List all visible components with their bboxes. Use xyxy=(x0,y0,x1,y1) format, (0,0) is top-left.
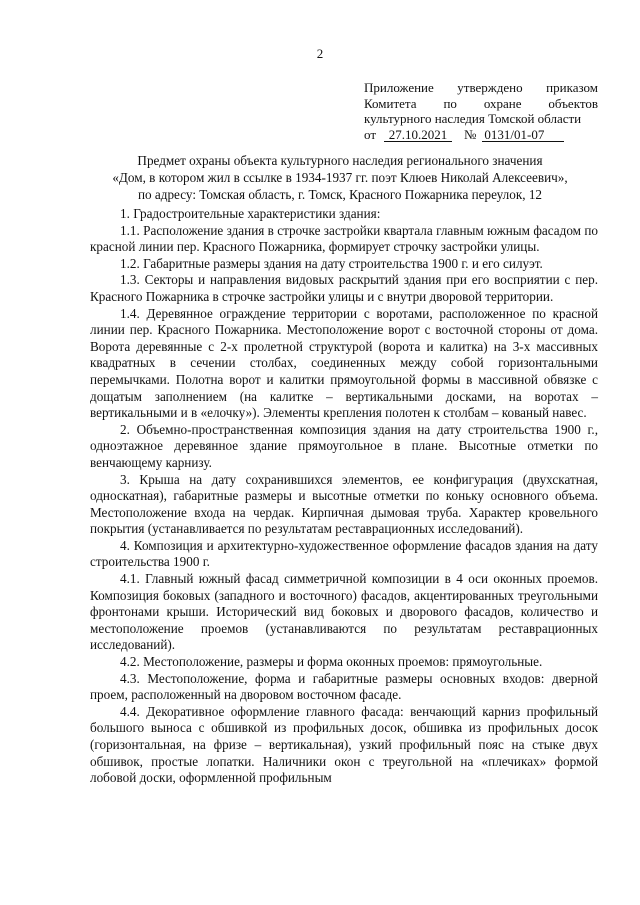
document-body xyxy=(90,206,598,787)
approval-line-3: культурного наследия Томской области xyxy=(364,111,582,126)
approval-from-label: от xyxy=(364,126,377,142)
paragraph: 4.1. Главный южный фасад симметричной композиции в 4 оси оконных проемов. Композиция боковых (западного и восточного) фасадов, акцентированных треугольными фронтонами крыши. Исторический вид боковых и дворового фасадов, количество и местоположение проемов (устанавливаются по результатам реставрационных исследований). xyxy=(90,571,598,653)
approval-line-2: Комитета по охране объектов xyxy=(364,95,598,111)
document-title xyxy=(90,152,590,203)
approval-number: 0131/01-07 xyxy=(482,129,564,142)
title-line-2: «Дом, в котором жил в ссылке в 1934-1937 гг. поэт Клюев Николай Алексеевич», xyxy=(112,170,568,185)
paragraph: 4. Композиция и архитектурно-художественное оформление фасадов здания на дату строительства 1900 г. xyxy=(90,537,598,570)
approval-block xyxy=(364,80,598,142)
approval-line-1: Приложение утверждено приказом xyxy=(364,80,598,95)
paragraph: 4.4. Декоративное оформление главного фасада: венчающий карниз профильный большого выноса с обшивкой из профильных досок, обшивка из профильных досок (горизонтальная, на фризе – вертикальная), узкий профильный пояс на стыке двух обшивок, простые лопатки. Наличники окон с треугольной на «плечиках» формой лобовой доски, оформленной профильным xyxy=(90,703,598,786)
title-line-1: Предмет охраны объекта культурного наследия регионального значения xyxy=(137,153,543,168)
paragraph: 1.1. Расположение здания в строчке застройки квартала главным южным фасадом по красной линии пер. Красного Пожарника, формирует строчку застройки улицы. xyxy=(90,222,598,255)
approval-date: 27.10.2021 xyxy=(384,129,452,142)
paragraph: 1. Градостроительные характеристики здания: xyxy=(120,206,381,221)
paragraph: 1.2. Габаритные размеры здания на дату строительства 1900 г. и его силуэт. xyxy=(120,255,543,271)
paragraph: 1.4. Деревянное ограждение территории с воротами, расположенное по красной линии пер. Красного Пожарника. Местоположение ворот с восточной стороны от дома. Ворота деревянные с 2-х пролетной структурой (ворота и калитка) на 3-х массивных квадратных в сечении столбах, соединенных между собой горизонтальными перемычками. Полотна ворот и калитки прямоугольной формы в массивной обвязке с дощатым заполнением (на калитке – вертикальными досками, на воротах – вертикальными и в «елочку»). Элементы крепления полотен к столбам – кованый навес. xyxy=(90,305,598,421)
title-line-3: по адресу: Томская область, г. Томск, Красного Пожарника переулок, 12 xyxy=(137,187,543,202)
approval-date-line xyxy=(364,127,598,143)
approval-number-label: № xyxy=(464,126,477,142)
paragraph: 2. Объемно-пространственная композиция здания на дату строительства 1900 г., одноэтажное деревянное здание прямоугольное в плане. Высотные отметки по венчающему карнизу. xyxy=(90,421,598,470)
paragraph: 3. Крыша на дату сохранившихся элементов, ее конфигурация (двухскатная, односкатная), габаритные размеры и высотные отметки по коньку основного объема. Местоположение входа на чердак. Кирпичная дымовая труба. Характер кровельного покрытия (устанавливается по результатам реставрационных исследований). xyxy=(90,471,598,537)
page-number: 2 xyxy=(316,46,324,61)
paragraph: 4.2. Местоположение, размеры и форма оконных проемов: прямоугольные. xyxy=(120,654,543,670)
paragraph: 1.3. Секторы и направления видовых раскрытий здания при его восприятии с пер. Красного Пожарника в строчке застройки улицы и с внутри дворовой территории. xyxy=(90,272,598,304)
paragraph: 4.3. Местоположение, форма и габаритные размеры основных входов: дверной проем, расположенный на дворовом восточном фасаде. xyxy=(90,670,598,703)
